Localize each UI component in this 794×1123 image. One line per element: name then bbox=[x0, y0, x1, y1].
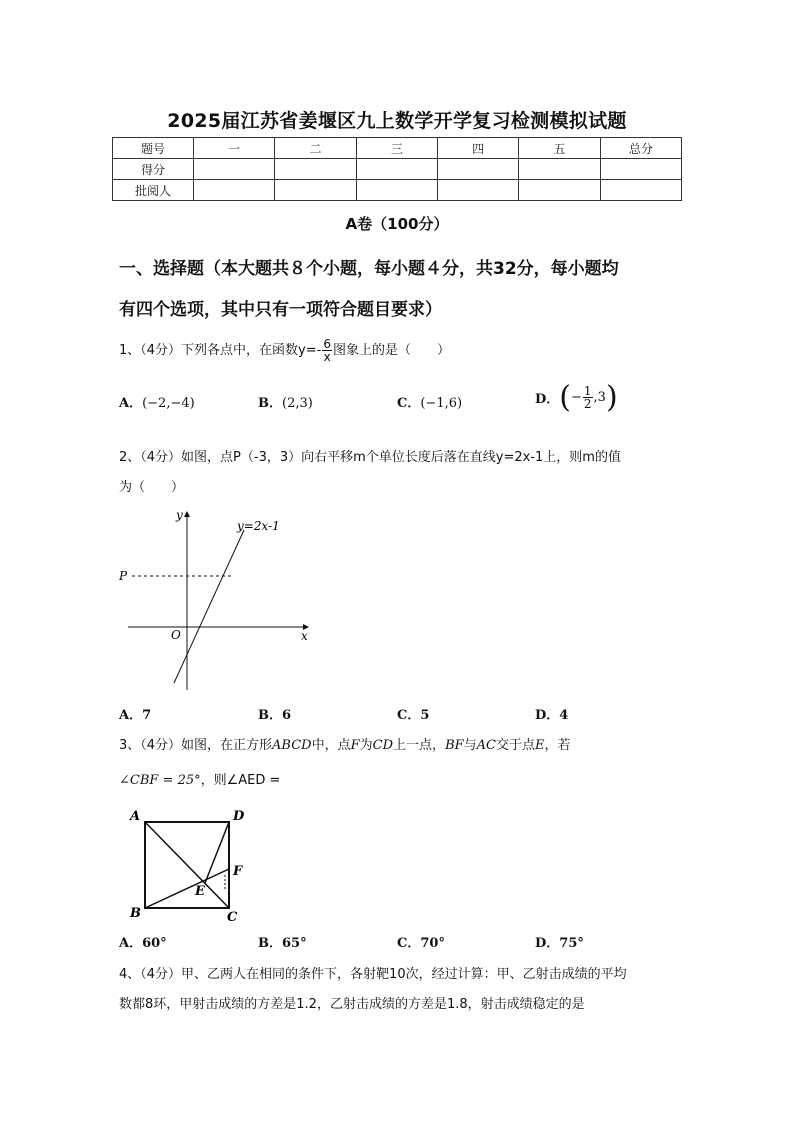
option-value: 65° bbox=[282, 936, 307, 951]
x-axis-label: x bbox=[301, 629, 308, 643]
q1-option-c[interactable] bbox=[397, 392, 462, 411]
q1-suffix: 图象上的是（ ） bbox=[332, 343, 450, 358]
option-value: 75° bbox=[559, 936, 584, 951]
q3-math: ∠CBF = 25° bbox=[119, 773, 201, 788]
y-axis-label: y bbox=[176, 508, 183, 522]
q3-text: 与 bbox=[463, 738, 477, 753]
segment-bf bbox=[145, 869, 229, 908]
option-fraction bbox=[583, 385, 593, 410]
q2-option-d[interactable] bbox=[535, 704, 568, 723]
score-table bbox=[112, 137, 682, 201]
score-table-row-label: 得分 bbox=[113, 159, 194, 180]
q3-text: 3、（4分）如图，在正方形 bbox=[119, 738, 273, 753]
option-value: (−1,6) bbox=[420, 396, 463, 411]
option-label: C． bbox=[397, 708, 421, 723]
option-value: 60° bbox=[142, 936, 167, 951]
score-table-header-cell: 总分 bbox=[600, 138, 681, 159]
q1-fraction bbox=[322, 338, 332, 363]
label-a: A bbox=[130, 809, 141, 824]
option-frac-num: 1 bbox=[583, 384, 592, 398]
option-label: B． bbox=[258, 936, 282, 951]
option-rest: ,3 bbox=[593, 390, 606, 405]
q3-option-c[interactable] bbox=[397, 932, 445, 951]
score-cell[interactable] bbox=[194, 180, 275, 201]
score-table-header-cell: 三 bbox=[356, 138, 437, 159]
q1-option-d[interactable] bbox=[535, 380, 618, 415]
option-value: 70° bbox=[420, 936, 445, 951]
option-label: C． bbox=[397, 936, 421, 951]
score-table-row bbox=[113, 159, 682, 180]
score-cell[interactable] bbox=[519, 159, 600, 180]
option-value: (−2,−4) bbox=[142, 396, 195, 411]
label-f: F bbox=[233, 864, 243, 879]
q2-option-b[interactable] bbox=[258, 704, 291, 723]
option-label: A． bbox=[119, 708, 143, 723]
q1-option-b[interactable] bbox=[258, 392, 313, 411]
q3-math: E bbox=[535, 738, 545, 753]
option-value: 5 bbox=[420, 708, 430, 723]
option-value: (2,3) bbox=[282, 396, 313, 411]
option-frac-den: 2 bbox=[583, 397, 592, 411]
q3-text: 中，点 bbox=[311, 738, 351, 753]
section-a-heading: A卷（100分） bbox=[345, 215, 449, 233]
option-paren-open: ( bbox=[559, 380, 571, 415]
score-table-row bbox=[113, 180, 682, 201]
score-cell[interactable] bbox=[356, 180, 437, 201]
label-c: C bbox=[227, 910, 238, 923]
q3-math: F bbox=[350, 738, 360, 753]
score-table-header-row bbox=[113, 138, 682, 159]
label-e: E bbox=[195, 884, 205, 899]
option-value: 7 bbox=[142, 708, 152, 723]
option-neg: − bbox=[571, 390, 582, 405]
q1-frac-den: x bbox=[323, 350, 331, 364]
score-cell[interactable] bbox=[519, 180, 600, 201]
part1-heading-line1: 一、选择题（本大题共８个小题，每小题４分，共32分，每小题均 bbox=[119, 259, 619, 279]
question-2-line2: 为（ ） bbox=[119, 480, 185, 495]
q3-math: BF bbox=[445, 738, 464, 753]
score-cell[interactable] bbox=[275, 159, 356, 180]
option-label: A． bbox=[119, 396, 143, 411]
score-cell[interactable] bbox=[600, 159, 681, 180]
score-table-header-cell: 题号 bbox=[113, 138, 194, 159]
option-value: 4 bbox=[559, 708, 569, 723]
q3-math: ABCD bbox=[272, 738, 312, 753]
question-3-line1 bbox=[119, 734, 571, 753]
score-cell[interactable] bbox=[194, 159, 275, 180]
label-b: B bbox=[130, 906, 141, 921]
option-label: B． bbox=[258, 396, 282, 411]
question-4-line1: 4、（4分）甲、乙两人在相同的条件下，各射靶10次，经过计算：甲、乙射击成绩的平均 bbox=[119, 967, 627, 982]
option-label: D． bbox=[535, 392, 560, 407]
diagonal-ac bbox=[145, 822, 229, 908]
point-p-label: P bbox=[119, 569, 128, 583]
option-label: B． bbox=[258, 708, 282, 723]
part1-heading-line2: 有四个选项，其中只有一项符合题目要求） bbox=[119, 300, 442, 320]
y-axis-arrow bbox=[184, 511, 190, 517]
option-label: D． bbox=[535, 708, 560, 723]
q3-figure bbox=[125, 805, 255, 923]
q1-prefix: 1、（4分）下列各点中，在函数y=- bbox=[119, 343, 322, 358]
q3-text: 上一点， bbox=[393, 738, 446, 753]
q3-math: CD bbox=[372, 738, 394, 753]
label-d: D bbox=[233, 809, 245, 824]
option-label: C． bbox=[397, 396, 421, 411]
score-cell[interactable] bbox=[437, 159, 518, 180]
question-1 bbox=[119, 338, 450, 363]
q1-option-a[interactable] bbox=[119, 392, 195, 411]
q3-math: AC bbox=[476, 738, 496, 753]
q3-option-b[interactable] bbox=[258, 932, 307, 951]
option-value: 6 bbox=[282, 708, 292, 723]
score-table-header-cell: 四 bbox=[437, 138, 518, 159]
question-4-line2: 数都8环，甲射击成绩的方差是1.2，乙射击成绩的方差是1.8，射击成绩稳定的是 bbox=[119, 997, 585, 1012]
question-3-line2 bbox=[119, 769, 280, 788]
score-cell[interactable] bbox=[275, 180, 356, 201]
q3-text: ，若 bbox=[544, 738, 571, 753]
option-label: D． bbox=[535, 936, 560, 951]
score-table-header-cell: 一 bbox=[194, 138, 275, 159]
score-cell[interactable] bbox=[600, 180, 681, 201]
q3-text: 为 bbox=[359, 738, 373, 753]
line-y-2x-1 bbox=[174, 530, 244, 683]
option-label: A． bbox=[119, 936, 143, 951]
q2-figure bbox=[118, 505, 318, 690]
q2-option-c[interactable] bbox=[397, 704, 429, 723]
option-paren-close: ) bbox=[605, 380, 618, 415]
q2-option-a[interactable] bbox=[119, 704, 151, 723]
q3-text: ，则∠AED = bbox=[200, 773, 281, 788]
score-table-header-cell: 二 bbox=[275, 138, 356, 159]
q3-text: 交于点 bbox=[496, 738, 536, 753]
origin-label: O bbox=[171, 628, 181, 642]
score-cell[interactable] bbox=[437, 180, 518, 201]
score-table-header-cell: 五 bbox=[519, 138, 600, 159]
score-cell[interactable] bbox=[356, 159, 437, 180]
page-title: 2025届江苏省姜堰区九上数学开学复习检测模拟试题 bbox=[167, 110, 627, 132]
question-2-line1: 2、（4分）如图，点P（-3，3）向右平移m个单位长度后落在直线y=2x-1上，则m的值 bbox=[119, 450, 621, 465]
q3-option-a[interactable] bbox=[119, 932, 167, 951]
q3-option-d[interactable] bbox=[535, 932, 584, 951]
line-label: y=2x-1 bbox=[237, 519, 280, 533]
q1-frac-num: 6 bbox=[323, 337, 331, 351]
score-table-row-label: 批阅人 bbox=[113, 180, 194, 201]
